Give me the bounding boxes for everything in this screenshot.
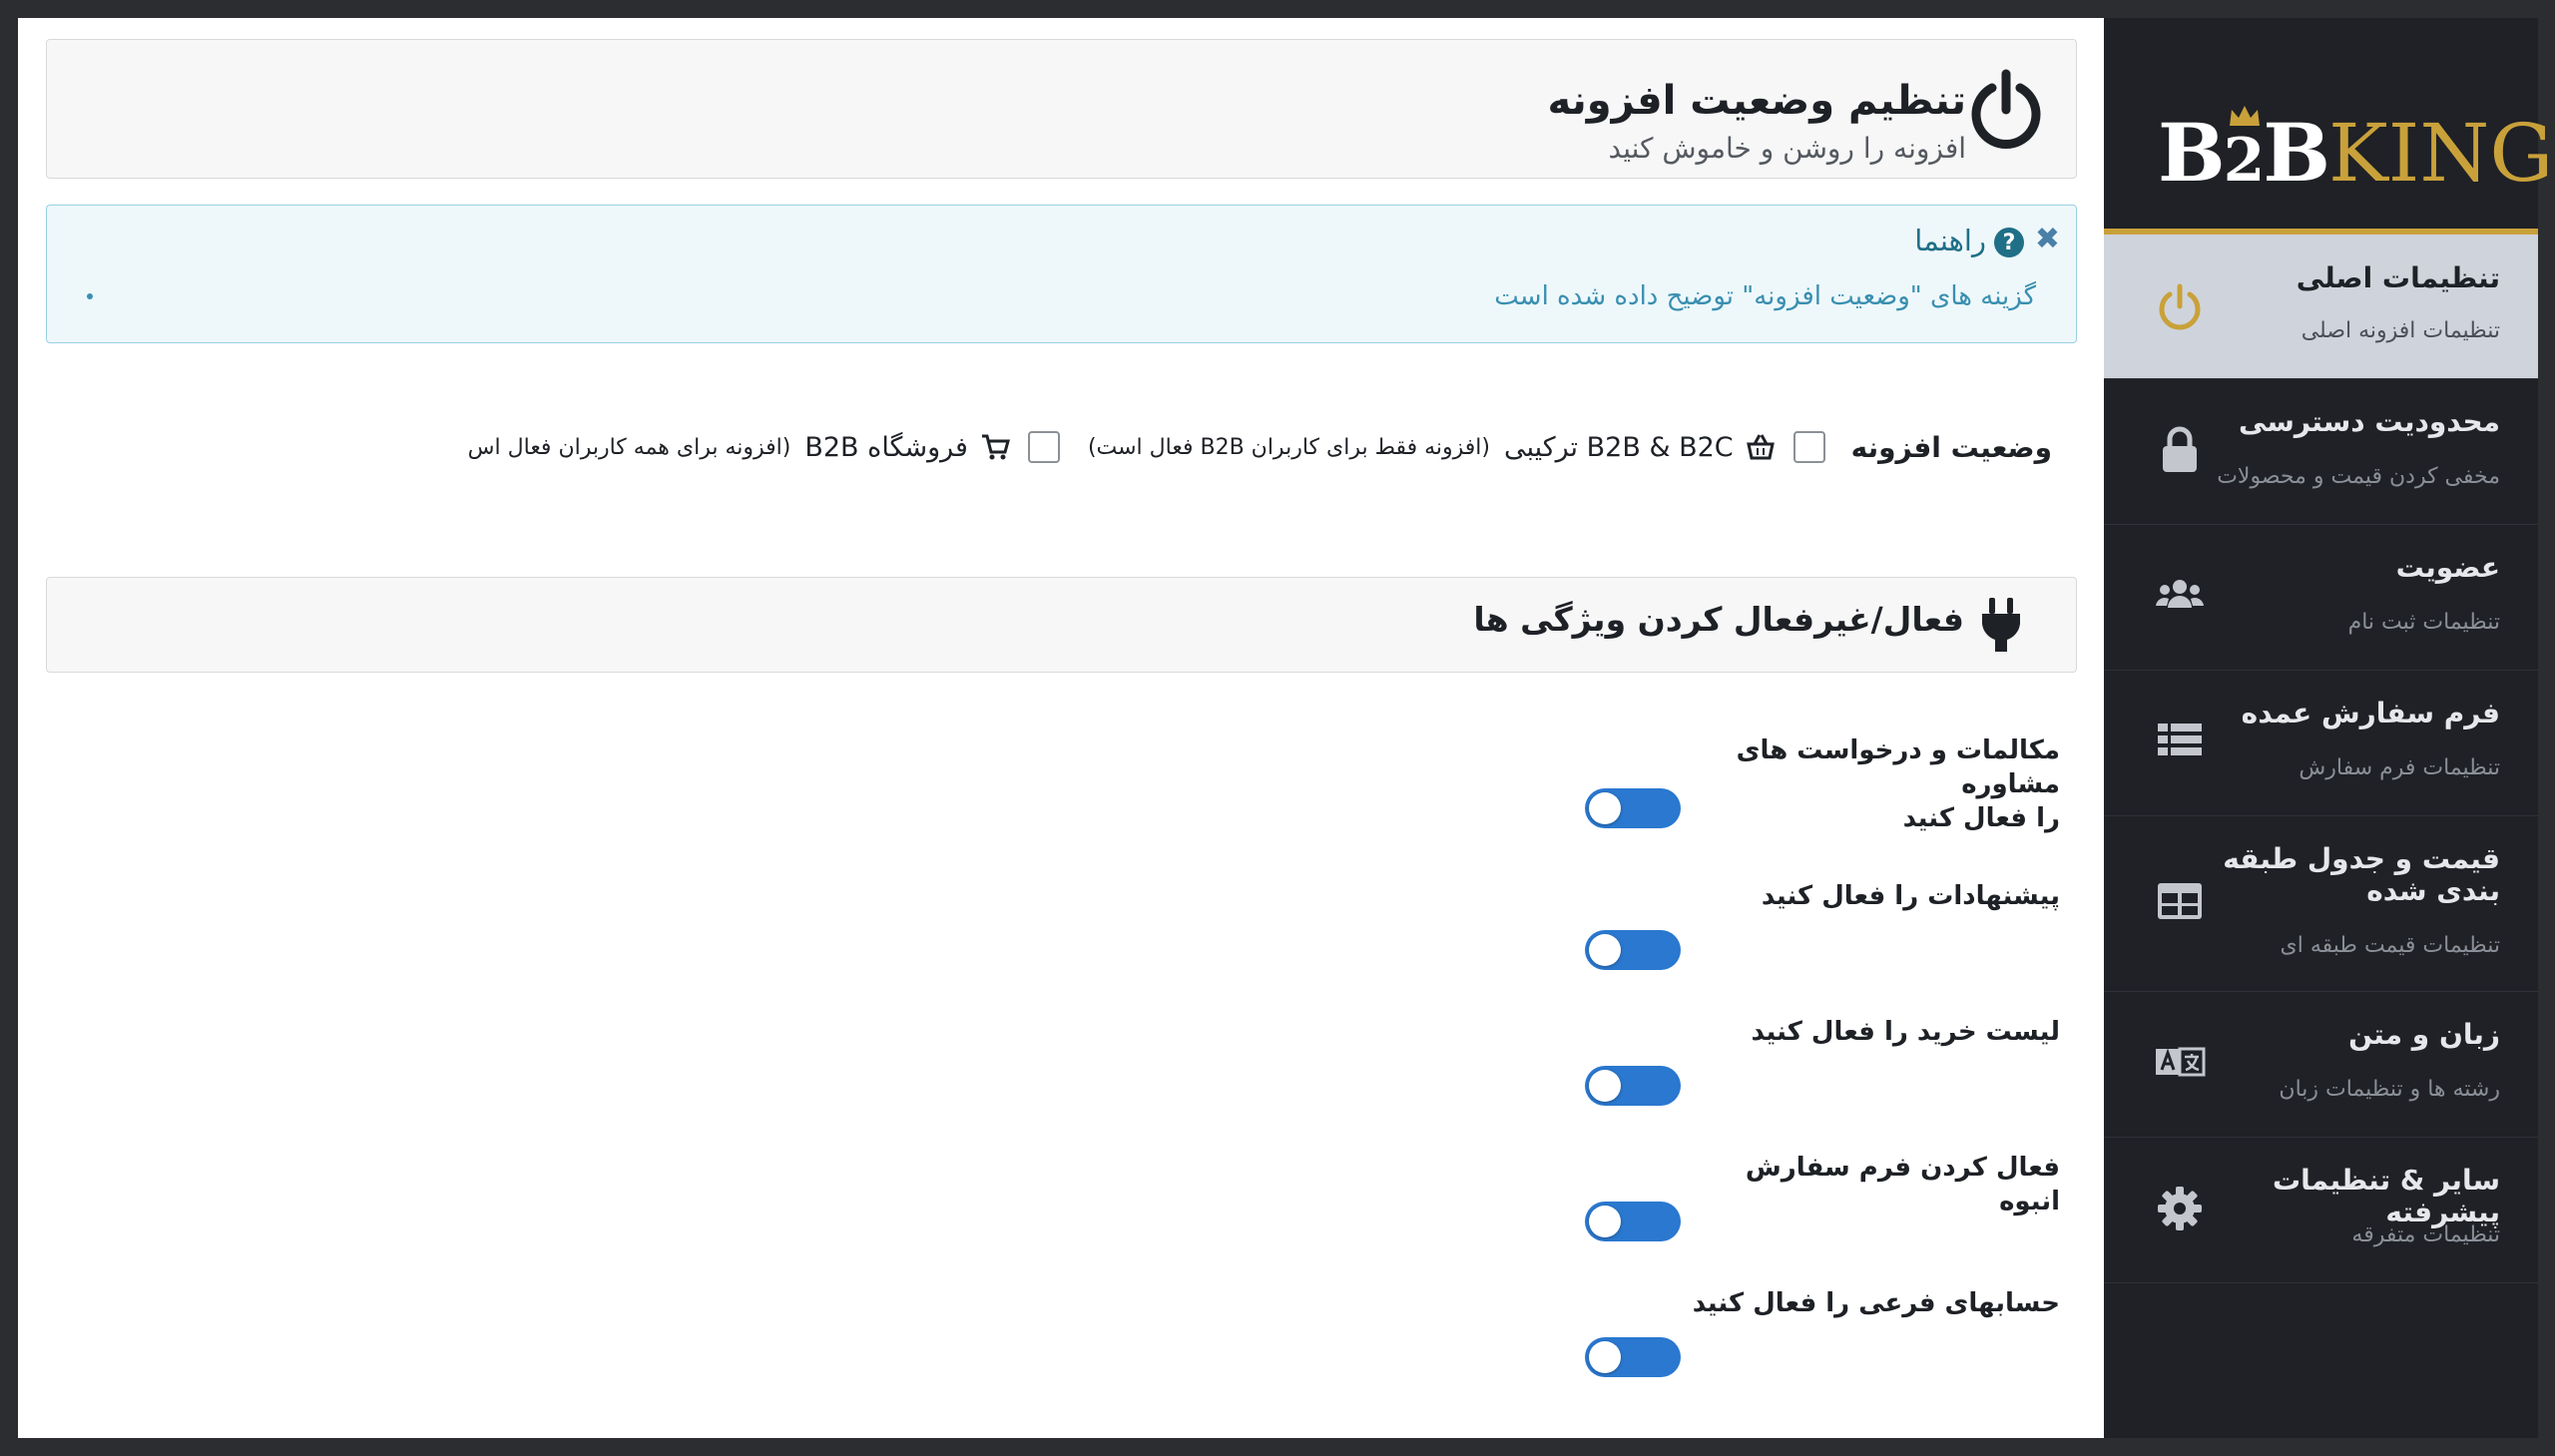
sidebar-item-tiered-pricing[interactable] bbox=[2104, 815, 2538, 992]
plugin-status-row bbox=[46, 417, 2052, 477]
sidebar-item-title: عضویت bbox=[2395, 551, 2500, 584]
close-icon[interactable]: ✖ bbox=[2034, 222, 2060, 256]
sidebar-item-subtitle: رشته ها و تنظیمات زبان bbox=[2279, 1077, 2500, 1102]
bulk-order-toggle[interactable] bbox=[1585, 1202, 1681, 1241]
guide-title: راهنما bbox=[1914, 224, 1986, 257]
b2b-shop-checkbox[interactable] bbox=[1028, 431, 1060, 463]
sidebar-item-title: سایر & تنظیمات پیشرفته bbox=[2273, 1164, 2500, 1229]
sidebar-item-main-settings[interactable] bbox=[2104, 235, 2538, 379]
b2bking-logo bbox=[2158, 106, 2553, 200]
feature-label-line: مکالمات و درخواست های مشاوره bbox=[1736, 735, 2060, 799]
plugin-status-label: وضعیت افزونه bbox=[1850, 430, 2052, 464]
offers-toggle[interactable] bbox=[1585, 930, 1681, 970]
sidebar-item-subtitle: تنظیمات افزونه اصلی bbox=[2300, 318, 2500, 343]
guide-text: گزینه های "وضعیت افزونه" توضیح داده شده است bbox=[1494, 281, 2036, 311]
toggle-knob bbox=[1589, 792, 1621, 824]
toggle-knob bbox=[1589, 1206, 1621, 1237]
hybrid-option-label: B2B & B2C ترکیبی bbox=[1504, 431, 1734, 463]
toggle-knob bbox=[1589, 934, 1621, 966]
main-content bbox=[18, 18, 2104, 1438]
feature-label: فعال کردن فرم سفارش انبوه bbox=[1745, 1153, 2060, 1216]
feature-row-offers bbox=[18, 880, 2104, 980]
basket-icon bbox=[1746, 432, 1776, 462]
logo-letter: 2 bbox=[2223, 126, 2264, 196]
sidebar-item-title: زبان و متن bbox=[2348, 1018, 2500, 1051]
sidebar-item-access-restriction[interactable] bbox=[2104, 378, 2538, 525]
sidebar bbox=[2104, 18, 2554, 1438]
cart-icon bbox=[980, 432, 1010, 462]
shopping-list-toggle[interactable] bbox=[1585, 1066, 1681, 1106]
toggle-knob bbox=[1589, 1341, 1621, 1373]
guide-panel bbox=[46, 205, 2077, 343]
logo-letter: B bbox=[2158, 106, 2224, 200]
toggle-knob bbox=[1589, 1070, 1621, 1102]
consultation-toggle[interactable] bbox=[1585, 788, 1681, 828]
sidebar-item-language-text[interactable] bbox=[2104, 991, 2538, 1138]
logo-letter: KING bbox=[2328, 107, 2554, 200]
power-icon bbox=[1968, 66, 2044, 152]
feature-label: حسابهای فرعی را فعال کنید bbox=[1692, 1288, 2060, 1318]
feature-row-shopping-list bbox=[18, 1016, 2104, 1116]
gear-icon bbox=[2154, 1183, 2206, 1234]
question-icon: ? bbox=[1994, 228, 2024, 257]
feature-row-bulk-order bbox=[18, 1152, 2104, 1251]
plug-icon bbox=[1980, 596, 2022, 654]
list-icon bbox=[2154, 716, 2206, 767]
sidebar-item-title: قیمت و جدول طبقه بندی شده bbox=[2223, 842, 2500, 908]
page-header bbox=[46, 39, 2077, 179]
subaccounts-toggle[interactable] bbox=[1585, 1337, 1681, 1377]
table-icon bbox=[2154, 875, 2206, 927]
page-title: تنظیم وضعیت افزونه bbox=[1547, 78, 1966, 124]
users-icon bbox=[2154, 570, 2206, 622]
power-icon bbox=[2154, 280, 2206, 332]
hybrid-option-note: (افزونه فقط برای کاربران B2B فعال است) bbox=[1087, 434, 1490, 460]
sidebar-item-advanced-settings[interactable] bbox=[2104, 1137, 2538, 1283]
sidebar-item-title: محدودیت دسترسی bbox=[2239, 405, 2500, 438]
sidebar-item-subtitle: تنظیمات فرم سفارش bbox=[2299, 755, 2500, 780]
sidebar-item-title: فرم سفارش عمده bbox=[2241, 697, 2500, 729]
feature-row-subaccounts bbox=[18, 1287, 2104, 1387]
sidebar-item-subtitle: مخفی کردن قیمت و محصولات bbox=[2217, 464, 2500, 489]
feature-label bbox=[1681, 734, 2060, 835]
bullet-dot bbox=[87, 293, 93, 299]
sidebar-item-bulk-order-form[interactable] bbox=[2104, 670, 2538, 816]
b2b-shop-option-label: فروشگاه B2B bbox=[804, 431, 968, 463]
sidebar-item-subtitle: تنظیمات متفرقه bbox=[2351, 1222, 2500, 1247]
lock-icon bbox=[2154, 424, 2206, 476]
feature-label: لیست خرید را فعال کنید bbox=[1751, 1017, 2060, 1047]
crown-icon bbox=[2228, 104, 2262, 128]
b2b-shop-option-note: (افزونه برای همه کاربران فعال اس bbox=[467, 434, 791, 460]
sidebar-item-membership[interactable] bbox=[2104, 524, 2538, 671]
features-header bbox=[46, 577, 2077, 673]
sidebar-item-subtitle: تنظیمات ثبت نام bbox=[2347, 610, 2500, 635]
hybrid-checkbox[interactable] bbox=[1793, 431, 1825, 463]
feature-label: پیشنهادات را فعال کنید bbox=[1761, 881, 2060, 911]
feature-row-consultation bbox=[18, 734, 2104, 834]
features-title: فعال/غیرفعال کردن ویژگی ها bbox=[1473, 600, 1964, 639]
page-subtitle: افزونه را روشن و خاموش کنید bbox=[1608, 132, 1966, 165]
sidebar-item-subtitle: تنظیمات قیمت طبقه ای bbox=[2280, 933, 2500, 958]
feature-label-line: را فعال کنید bbox=[1902, 802, 2060, 833]
sidebar-item-title: تنظیمات اصلی bbox=[2296, 261, 2500, 294]
logo-letter: B bbox=[2263, 106, 2328, 200]
translate-icon bbox=[2154, 1037, 2206, 1089]
